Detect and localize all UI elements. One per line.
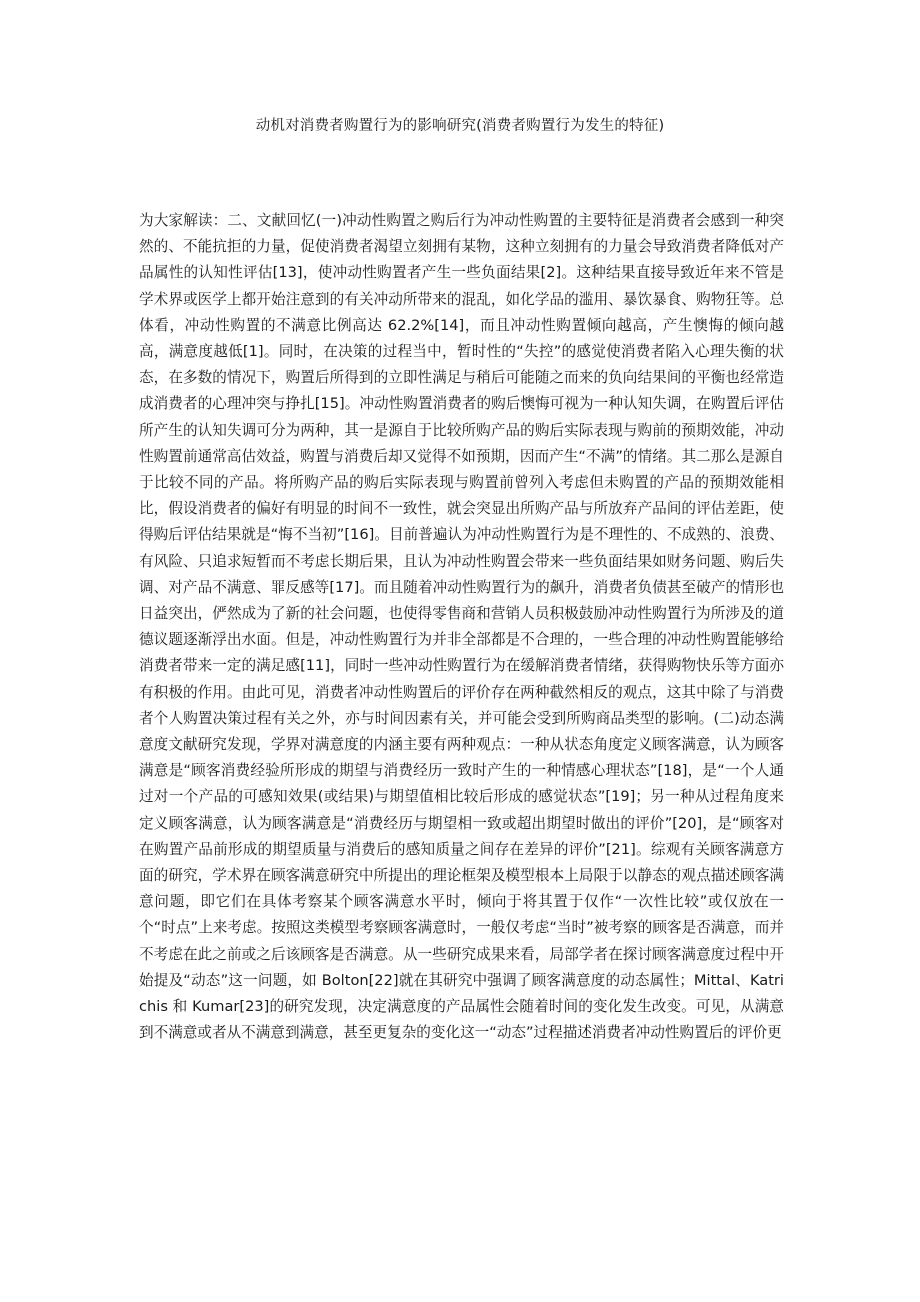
document-body: 为大家解读：二、文献回忆(一)冲动性购置之购后行为冲动性购置的主要特征是消费者会感到一种突然的、不能抗拒的力量，促使消费者渴望立刻拥有某物，这种立刻拥有的力量会导致消费者降低对产品属性的认知性评估[13]，使冲动性购置者产生一些负面结果[2]。这种结果直接导致近年来不管是学术界或医学上都开始注意到的有关冲动所带来的混乱，如化学品的滥用、暴饮暴食、购物狂等。总体看，冲动性购置的不满意比例高达 62.2%[14]，而且冲动性购置倾向越高，产生懊悔的倾向越高，满意度越低[1]。同时，在决策的过程当中，暂时性的“失控”的感觉使消费者陷入心理失衡的状态，在多数的情况下，购置后所得到的立即性满足与稍后可能随之而来的负向结果间的平衡也经常造成消费者的心理冲突与挣扎[15]。冲动性购置消费者的购后懊悔可视为一种认知失调，在购置后评估所产生的认知失调可分为两种，其一是源自于比较所购产品的购后实际表现与购前的预期效能，冲动性购置前通常高估效益，购置与消费后却又觉得不如预期，因而产生“不满”的情绪。其二那么是源自于比较不同的产品。将所购产品的购后实际表现与购置前曾列入考虑但未购置的产品的预期效能相比，假设消费者的偏好有明显的时间不一致性，就会突显出所购产品与所放弃产品间的评估差距，使得购后评估结果就是“悔不当初”[16]。目前普遍认为冲动性购置行为是不理性的、不成熟的、浪费、有风险、只追求短暂而不考虑长期后果，且认为冲动性购置会带来一些负面结果如财务问题、购后失调、对产品不满意、罪反感等[17]。而且随着冲动性购置行为的飙升，消费者负债甚至破产的情形也日益突出，俨然成为了新的社会问题，也使得零售商和营销人员积极鼓励冲动性购置行为所涉及的道德议题逐渐浮出水面。但是，冲动性购置行为并非全部都是不合理的，一些合理的冲动性购置能够给消费者带来一定的满足感[11]，同时一些冲动性购置行为在缓解消费者情绪，获得购物快乐等方面亦有积极的作用。由此可见，消费者冲动性购置后的评价存在两种截然相反的观点，这其中除了与消费者个人购置决策过程有关之外，亦与时间因素有关，并可能会受到所购商品类型的影响。(二)动态满意度文献研究发现，学界对满意度的内涵主要有两种观点：一种从状态角度定义顾客满意，认为顾客满意是“顾客消费经验所形成的期望与消费经历一致时产生的一种情感心理状态”[18]，是“一个人通过对一个产品的可感知效果(或结果)与期望值相比较后形成的感觉状态”[19]；另一种从过程角度来定义顾客满意，认为顾客满意是“消费经历与期望相一致或超出期望时做出的评价”[20]，是“顾客对在购置产品前形成的期望质量与消费后的感知质量之间存在差异的评价”[21]。综观有关顾客满意方面的研究，学术界在顾客满意研究中所提出的理论框架及模型根本上局限于以静态的观点描述顾客满意问题，即它们在具体考察某个顾客满意水平时，倾向于将其置于仅作“一次性比较”或仅放在一个“时点”上来考虑。按照这类模型考察顾客满意时，一般仅考虑“当时”被考察的顾客是否满意，而并不考虑在此之前或之后该顾客是否满意。从一些研究成果来看，局部学者在探讨顾客满意度过程中开始提及“动态”这一问题，如 Bolton[22]就在其研究中强调了顾客满意度的动态属性；Mittal、Katrichis 和 Kumar[23]的研究发现，决定满意度的产品属性会随着时间的变化发生改变。可见，从满意到不满意或者从不满意到满意，甚至更复杂的变化这一“动态”过程描述消费者冲动性购置后的评价更 (139, 212, 784, 1042)
document-title: 动机对消费者购置行为的影响研究(消费者购置行为发生的特征) (255, 118, 665, 134)
